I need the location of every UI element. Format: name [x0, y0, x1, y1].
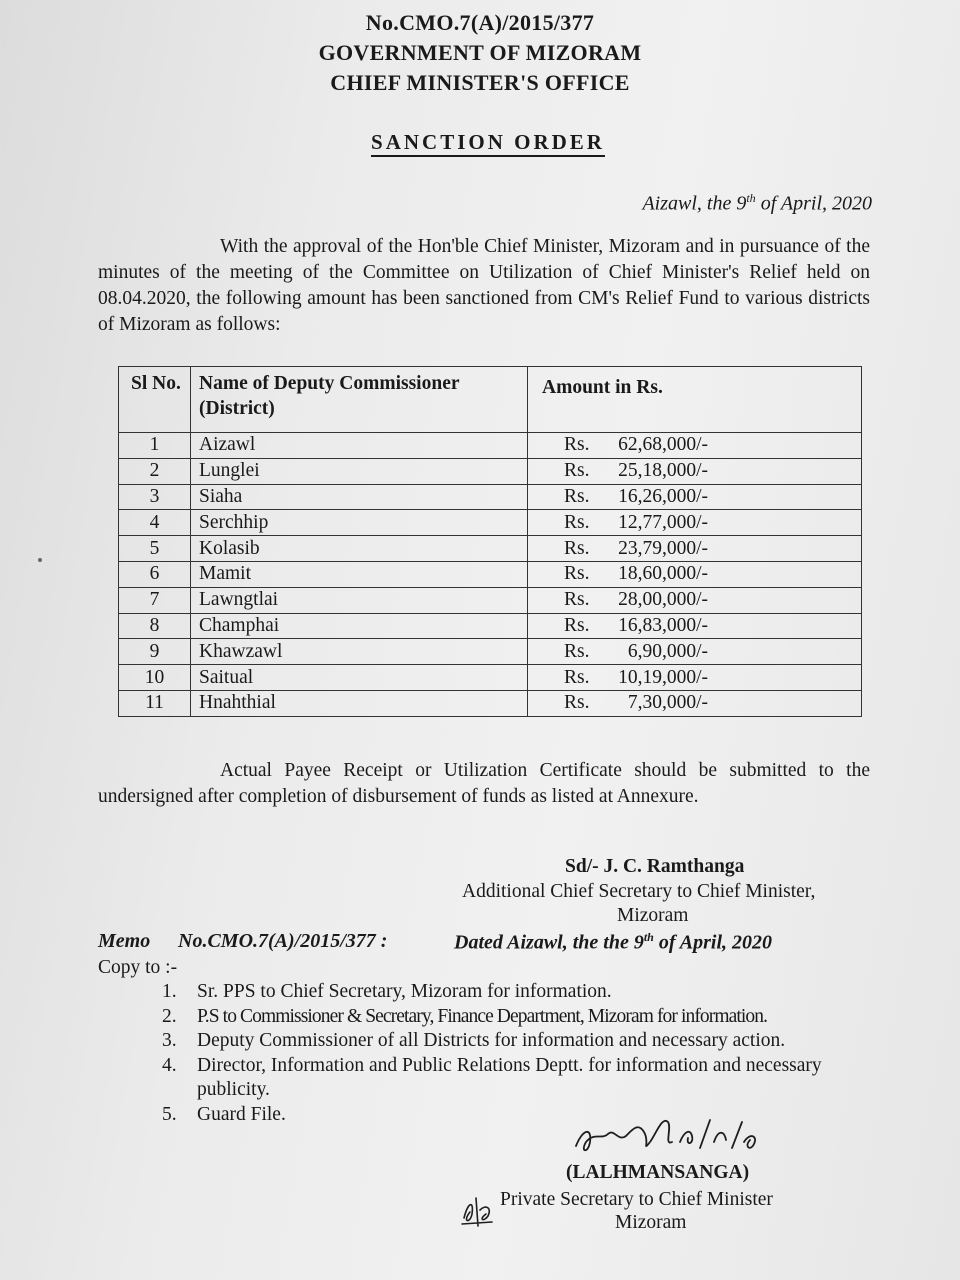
row-amount-value: 10,19,000/- [618, 666, 708, 688]
private-secretary-name: (LALHMANSANGA) [566, 1162, 750, 1183]
table-row [119, 510, 862, 536]
row-currency: Rs. [564, 563, 590, 585]
row-currency: Rs. [564, 640, 590, 662]
row-amount [528, 639, 862, 665]
row-district: Champhai [191, 613, 528, 639]
row-district: Serchhip [191, 510, 528, 536]
row-currency: Rs. [564, 666, 590, 688]
row-sl: 1 [119, 433, 191, 459]
copy-to-list [162, 980, 872, 1127]
table-row [119, 536, 862, 562]
table-row [119, 665, 862, 691]
table-row [119, 639, 862, 665]
row-sl: 8 [119, 613, 191, 639]
header-district: Name of Deputy Commissioner (District) [191, 367, 528, 433]
signatory-designation: Additional Chief Secretary to Chief Minister, [462, 881, 816, 902]
table-row [119, 690, 862, 716]
row-district: Lunglei [191, 458, 528, 484]
row-amount [528, 690, 862, 716]
date-rest: of April, 2020 [755, 192, 872, 215]
row-district: Siaha [191, 484, 528, 510]
row-district: Saitual [191, 665, 528, 691]
row-amount-value: 12,77,000/- [618, 511, 708, 533]
list-item [162, 980, 872, 1005]
date-prefix: Aizawl, the 9 [642, 192, 747, 215]
row-amount-value: 23,79,000/- [618, 537, 708, 559]
reference-number: No.CMO.7(A)/2015/377 [365, 10, 595, 35]
row-sl: 7 [119, 587, 191, 613]
row-amount [528, 458, 862, 484]
row-currency: Rs. [564, 589, 590, 611]
list-item-number: 2. [162, 1005, 177, 1027]
table-row [119, 561, 862, 587]
row-amount [528, 536, 862, 562]
row-amount-value: 7,30,000/- [627, 692, 708, 714]
date-suffix: th [746, 191, 756, 205]
row-amount-value: 16,83,000/- [618, 614, 708, 636]
row-currency: Rs. [564, 434, 590, 456]
row-currency: Rs. [564, 511, 590, 533]
row-currency: Rs. [564, 485, 590, 507]
row-district: Hnahthial [191, 690, 528, 716]
list-item-number: 1. [162, 981, 177, 1002]
row-district: Lawngtlai [191, 587, 528, 613]
row-sl: 4 [119, 510, 191, 536]
government-heading: GOVERNMENT OF MIZORAM [318, 40, 642, 65]
row-district: Aizawl [191, 433, 528, 459]
row-amount-value: 28,00,000/- [618, 589, 708, 611]
row-district: Mamit [191, 561, 528, 587]
row-amount [528, 587, 862, 613]
list-item-number: 5. [162, 1103, 177, 1125]
row-sl: 11 [119, 690, 191, 716]
table-row [119, 458, 862, 484]
row-currency: Rs. [564, 692, 590, 714]
row-sl: 2 [119, 458, 191, 484]
approval-paragraph: With the approval of the Hon'ble Chief Minister, Mizoram and in pursuance of the minutes of the meeting of the Committee on Utilization of Chief Minister's Relief held on 08.04.2020, the following amount has been sanctioned from CM's Relief Fund to various districts of Mizoram as follows: [98, 236, 870, 335]
row-currency: Rs. [564, 537, 590, 559]
memo-label: Memo [98, 930, 151, 952]
list-item [162, 1029, 872, 1054]
row-amount [528, 510, 862, 536]
row-amount [528, 665, 862, 691]
initials-mark [458, 1194, 498, 1230]
list-item-text: Guard File. [197, 1103, 286, 1125]
list-item-text: P.S to Commissioner & Secretary, Finance Department, Mizoram for information. [197, 1005, 768, 1027]
row-amount [528, 484, 862, 510]
table-body [119, 433, 862, 717]
row-amount [528, 561, 862, 587]
utilization-paragraph: Actual Payee Receipt or Utilization Certificate should be submitted to the undersigned after completion of disbursement of funds as listed at Annexure. [98, 760, 870, 807]
memo-date-rest: of April, 2020 [653, 931, 772, 954]
list-item-text: Deputy Commissioner of all Districts for information and necessary action. [197, 1030, 786, 1051]
memo-date [454, 930, 772, 955]
row-sl: 10 [119, 665, 191, 691]
row-currency: Rs. [564, 614, 590, 636]
sanction-table [118, 366, 862, 717]
list-item-text: Sr. PPS to Chief Secretary, Mizoram for information. [197, 981, 612, 1002]
list-item-text: Director, Information and Public Relations Deptt. for information and necessary publicity. [197, 1054, 822, 1100]
row-amount-value: 62,68,000/- [618, 434, 708, 456]
header-sl-no: Sl No. [119, 367, 191, 433]
signatory-place: Mizoram [617, 905, 689, 926]
handwritten-signature [568, 1112, 768, 1168]
office-heading: CHIEF MINISTER'S OFFICE [330, 70, 630, 95]
row-amount-value: 25,18,000/- [618, 460, 708, 482]
memo-date-prefix: Dated Aizawl, the the 9 [454, 931, 644, 954]
header-amount: Amount in Rs. [528, 367, 862, 433]
document-title [0, 130, 960, 155]
row-sl: 5 [119, 536, 191, 562]
row-sl: 6 [119, 561, 191, 587]
table-row [119, 484, 862, 510]
row-amount [528, 433, 862, 459]
document-title-text: SANCTION ORDER [371, 130, 605, 157]
signatory-name: Sd/- J. C. Ramthanga [565, 856, 745, 877]
memo-number: No.CMO.7(A)/2015/377 : [178, 930, 388, 952]
issue-date [642, 191, 872, 216]
row-district: Khawzawl [191, 639, 528, 665]
list-item [162, 1005, 872, 1030]
row-amount [528, 613, 862, 639]
row-sl: 9 [119, 639, 191, 665]
private-secretary-designation: Private Secretary to Chief Minister [500, 1189, 773, 1210]
row-amount-value: 16,26,000/- [618, 485, 708, 507]
list-item-number: 3. [162, 1030, 177, 1051]
row-amount-value: 6,90,000/- [627, 640, 708, 662]
table-row [119, 613, 862, 639]
row-district: Kolasib [191, 536, 528, 562]
table-row [119, 433, 862, 459]
table-header-row [119, 367, 862, 433]
list-item [162, 1054, 872, 1103]
table-row [119, 587, 862, 613]
row-amount-value: 18,60,000/- [618, 563, 708, 585]
row-sl: 3 [119, 484, 191, 510]
list-item-number: 4. [162, 1054, 177, 1076]
private-secretary-place: Mizoram [615, 1212, 687, 1233]
copy-to-label: Copy to :- [98, 957, 178, 978]
paper-speck [38, 558, 42, 562]
memo-date-suffix: th [643, 930, 654, 944]
row-currency: Rs. [564, 460, 590, 482]
